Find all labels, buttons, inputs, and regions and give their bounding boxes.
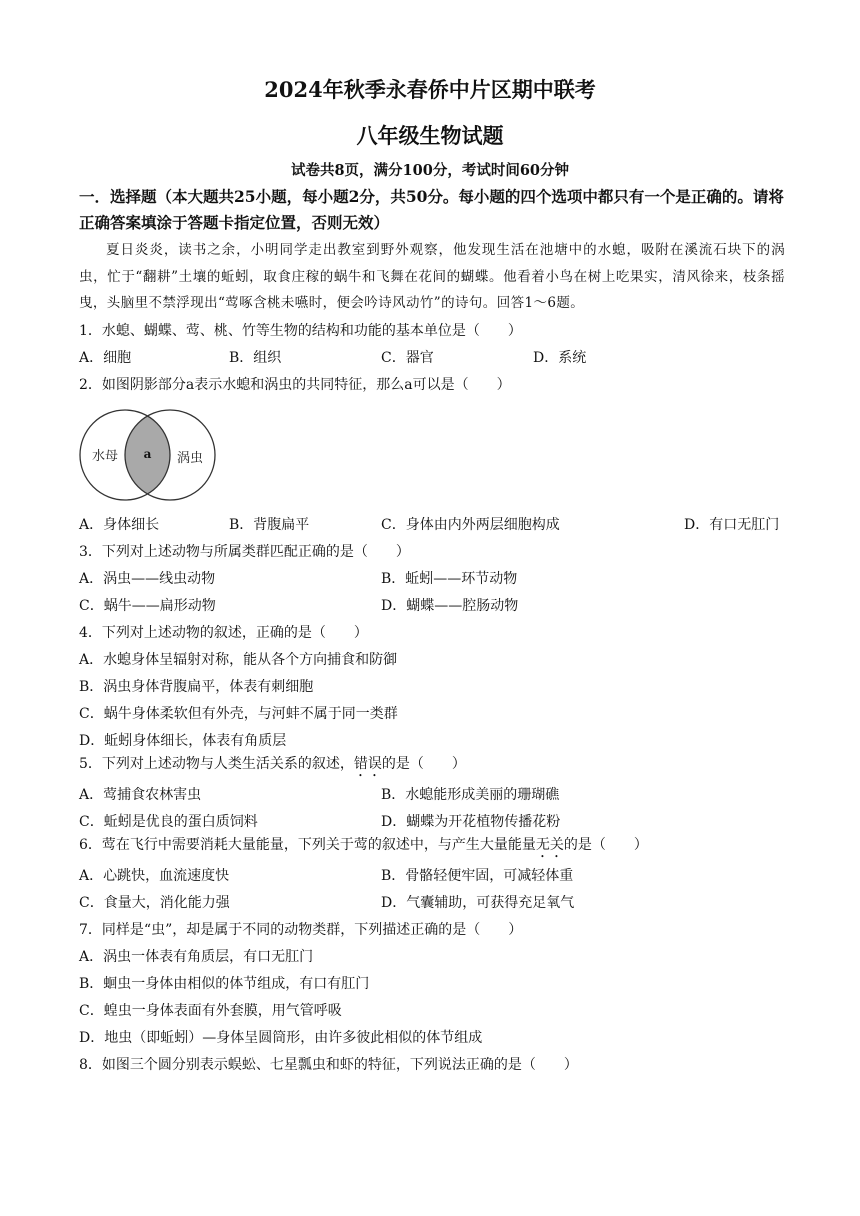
q3-option-c: C．蜗牛——扁形动物 (79, 598, 216, 614)
question-1-stem: 1．水螅、蝴蝶、莺、桃、竹等生物的结构和功能的基本单位是（ ） (79, 323, 522, 339)
q6-option-c: C．食量大，消化能力强 (79, 895, 230, 911)
venn-left-label: 水母 (91, 449, 119, 464)
q6-stem-pre: 6．莺在飞行中需要消耗大量能量，下列关于莺的叙述中，与产生大量能量 (79, 837, 536, 853)
venn-center-label: a (143, 447, 152, 461)
q4-option-d: D．蚯蚓身体细长，体表有角质层 (79, 733, 287, 749)
q5-option-d: D．蝴蝶为开花植物传播花粉 (381, 814, 561, 830)
q7-option-d: D．地虫（即蚯蚓）—身体呈圆筒形，由许多彼此相似的体节组成 (79, 1030, 483, 1046)
q2-option-a: A．身体细长 (79, 517, 160, 533)
question-8-stem: 8．如图三个圆分别表示蜈蚣、七星瓢虫和虾的特征，下列说法正确的是（ ） (79, 1057, 578, 1073)
q7-option-c: C．蝗虫一身体表面有外套膜，用气管呼吸 (79, 1003, 342, 1019)
exam-title: 2024年秋季永春侨中片区期中联考 (264, 77, 596, 102)
q5-option-a: A．莺捕食农林害虫 (79, 787, 202, 803)
question-4-stem: 4．下列对上述动物的叙述，正确的是（ ） (79, 625, 368, 641)
venn-diagram (78, 408, 218, 502)
q7-option-a: A．涡虫一体表有角质层，有口无肛门 (79, 949, 314, 965)
exam-subject: 八年级生物试题 (356, 123, 504, 148)
q2-option-d: D．有口无肛门 (684, 517, 780, 533)
question-6-stem (79, 835, 648, 855)
q1-option-d: D．系统 (533, 350, 587, 366)
question-5-stem (79, 754, 466, 774)
q2-option-c: C．身体由内外两层细胞构成 (381, 517, 560, 533)
q1-option-b: B．组织 (229, 350, 282, 366)
q6-option-b: B．骨骼轻便牢固，可减轻体重 (381, 868, 574, 884)
q3-option-d: D．蝴蝶——腔肠动物 (381, 598, 519, 614)
q1-option-c: C．器官 (381, 350, 434, 366)
q5-option-c: C．蚯蚓是优良的蛋白质饲料 (79, 814, 258, 830)
exam-info: 试卷共8页，满分100分，考试时间60分钟 (290, 162, 570, 179)
question-7-stem: 7．同样是“虫”，却是属于不同的动物类群，下列描述正确的是（ ） (79, 922, 523, 938)
q3-option-b: B．蚯蚓——环节动物 (381, 571, 518, 587)
q4-option-b: B．涡虫身体背腹扁平，体表有刺细胞 (79, 679, 314, 695)
q1-option-a: A．细胞 (79, 350, 132, 366)
q6-option-d: D．气囊辅助，可获得充足氧气 (381, 895, 575, 911)
q4-option-c: C．蜗牛身体柔软但有外壳，与河蚌不属于同一类群 (79, 706, 398, 722)
question-3-stem: 3．下列对上述动物与所属类群匹配正确的是（ ） (79, 544, 410, 560)
q4-option-a: A．水螅身体呈辐射对称，能从各个方向捕食和防御 (79, 652, 398, 668)
q6-stem-post: 的是（ ） (563, 837, 648, 853)
section-heading: 一．选择题（本大题共25小题，每小题2分，共50分。每小题的四个选项中都只有一个是正确的。请将正确答案填涂于答题卡指定位置，否则无效） (79, 187, 784, 232)
q7-option-b: B．蛔虫一身体由相似的体节组成，有口有肛门 (79, 976, 370, 992)
venn-right-label: 涡虫 (176, 451, 204, 466)
reading-passage: 夏日炎炎，读书之余，小明同学走出教室到野外观察，他发现生活在池塘中的水螅，吸附在溪流石块下的涡虫，忙于“翻耕”土壤的蚯蚓，取食庄稼的蜗牛和飞舞在花间的蝴蝶。他看着小鸟在树上吃果实，清风徐来，枝条摇曳，头脑里不禁浮现出“莺啄含桃未嚥时，便会吟诗风动竹”的诗句。回答1～6题。 (79, 242, 785, 311)
q6-option-a: A．心跳快，血流速度快 (79, 868, 230, 884)
q5-stem-pre: 5．下列对上述动物与人类生活关系的叙述， (79, 756, 354, 772)
q5-option-b: B．水螅能形成美丽的珊瑚礁 (381, 787, 560, 803)
q6-stem-emphasis: 无关 (535, 837, 564, 853)
question-2-stem: 2．如图阴影部分a表示水螅和涡虫的共同特征，那么a可以是（ ） (79, 377, 511, 393)
q5-stem-emphasis: 错误 (353, 756, 382, 772)
q3-option-a: A．涡虫——线虫动物 (79, 571, 216, 587)
q2-option-b: B．背腹扁平 (229, 517, 310, 533)
q5-stem-post: 的是（ ） (381, 756, 466, 772)
